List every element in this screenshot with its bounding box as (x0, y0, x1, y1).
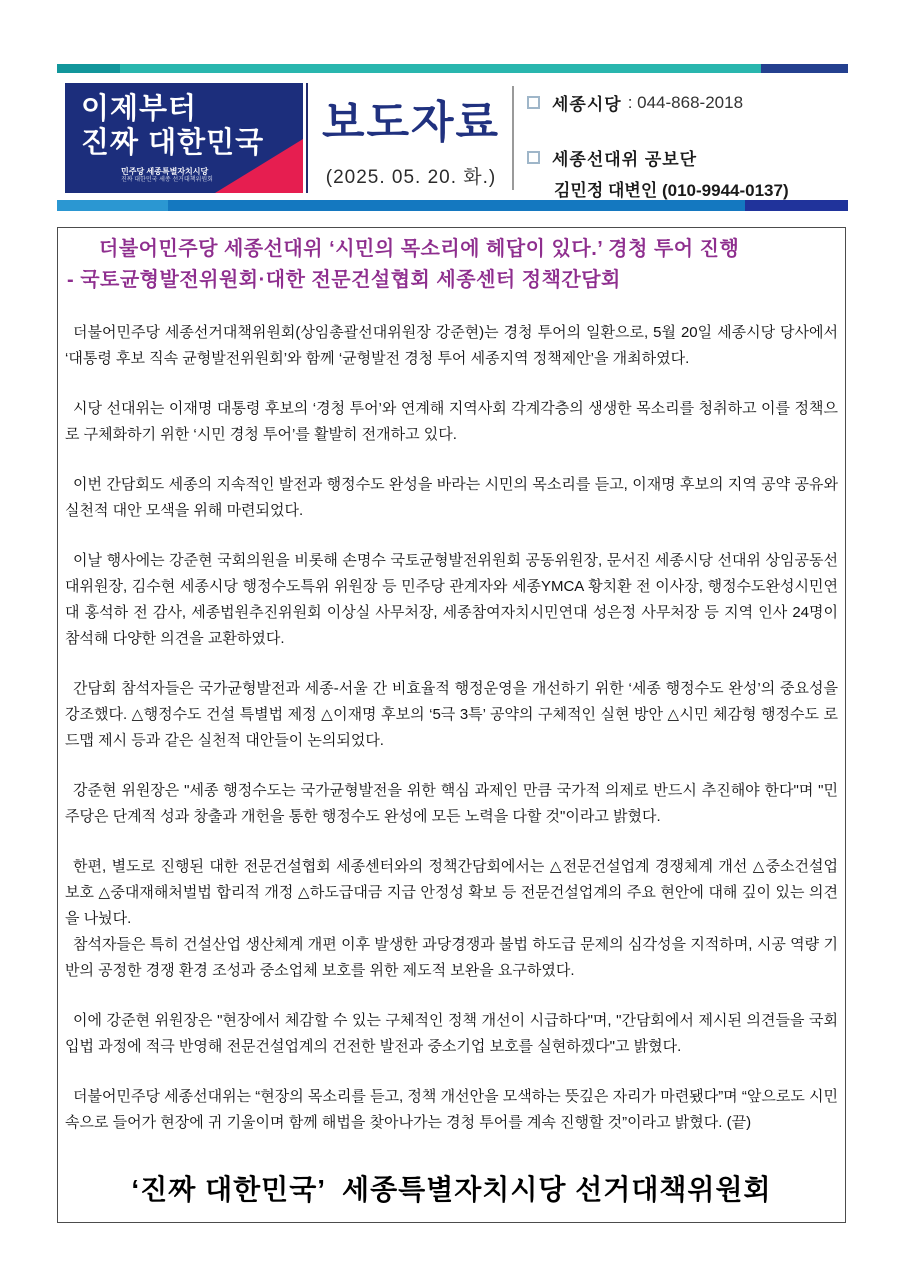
top-bar-segment-navy (761, 64, 848, 73)
article-title-line-1: 더불어민주당 세종선대위 ‘시민의 목소리에 헤답이 있다.’ 경청 투어 진행 (99, 238, 740, 260)
party-slogan-box (65, 83, 303, 193)
party-logo-subtext: 진짜 대한민국 세종 선거대책위원회 (121, 177, 213, 183)
top-bar-segment-dark-teal (57, 64, 120, 73)
party-logo (121, 167, 213, 184)
mid-accent-bar (57, 200, 848, 211)
mid-bar-segment-blue (168, 200, 745, 211)
article-title (65, 234, 838, 296)
contact-info (527, 90, 847, 201)
contact-row-party-office (527, 90, 847, 115)
party-slogan (65, 83, 303, 160)
paragraph: 더불어민주당 세종선대위는 “현장의 목소리를 듣고, 정책 개선안을 모색하는 뜻깊은 자리가 마련됐다”며 “앞으로도 시민 속으로 들어가 현장에 귀 기울이며 함께 해법을 찾아나가는 경청 투어를 계속 진행할 것”이라고 밝혔다. (끝) (65, 1088, 838, 1131)
header-divider-dark (306, 83, 308, 193)
paragraph: 이날 행사에는 강준현 국회의원을 비롯해 손명수 국토균형발전위원회 공동위원장, 문서진 세종시당 선대위 상임공동선대위원장, 김수현 세종시당 행정수도특위 위원장 등 민주당 관계자와 세종YMCA 황치환 전 이사장, 행정수도완성시민연대 홍석하 전 감사, 세종법원추진위원회 이상실 사무처장, 세종참여자치시민연대 성은정 사무처장 등 지역 인사 24명이 참석해 다양한 의견을 교환하였다. (65, 552, 838, 647)
mid-bar-segment-light-blue (57, 200, 168, 211)
article-body-box (57, 227, 846, 1223)
paragraph: 한편, 별도로 진행된 대한 전문건설협회 세종센터와의 정책간담회에서는 △전문건설업계 경쟁체계 개선 △중소건설업 보호 △중대재해처벌법 합리적 개정 △하도급대금 지급 안정성 확보 등 전문건설업계의 주요 현안에 대해 깊이 있는 의견을 나눴다. (65, 858, 838, 927)
paragraph: 참석자들은 특히 건설산업 생산체계 개편 이후 발생한 과당경쟁과 불법 하도급 문제의 심각성을 지적하며, 시공 역량 기반의 공정한 경쟁 환경 조성과 중소업체 보호를 위한 제도적 보완을 요구하였다. (65, 936, 838, 979)
spokesperson-name-phone: 김민정 대변인 (010-9944-0137) (554, 181, 789, 200)
contact-row-press-team (527, 145, 847, 170)
header (57, 82, 848, 200)
document-type-block (311, 82, 511, 189)
contact-phone: : 044-868-2018 (627, 92, 744, 112)
article-title-line-2: - 국토균형발전위원회·대한 전문건설협회 세종센터 정책간담회 (67, 269, 621, 291)
paragraph: 더불어민주당 세종선거대책위원회(상임총괄선대위원장 강준현)는 경청 투어의 일환으로, 5월 20일 세종시당 당사에서 ‘대통령 후보 직속 균형발전위원회’와 함께 ‘균형발전 경청 투어 세종지역 정책제안’을 개최하였다. (65, 324, 838, 367)
mid-bar-segment-navy (745, 200, 848, 211)
paragraph: 이번 간담회도 세종의 지속적인 발전과 행정수도 완성을 바라는 시민의 목소리를 듣고, 이재명 후보의 지역 공약 공유와 실천적 대안 모색을 위해 마련되었다. (65, 476, 838, 519)
paragraph: 이에 강준현 위원장은 "현장에서 체감할 수 있는 구체적인 정책 개선이 시급하다"며, "간담회에서 제시된 의견들을 국회 입법 과정에 적극 반영해 전문건설업계의 건전한 발전과 중소기업 보호를 실현하겠다"고 밝혔다. (65, 1012, 838, 1055)
top-bar-segment-teal (120, 64, 761, 73)
paragraph: 강준현 위원장은 "세종 행정수도는 국가균형발전을 위한 핵심 과제인 만큼 국가적 의제로 반드시 추진해야 한다"며 "민주당은 단계적 성과 창출과 개헌을 통한 행정수도 완성에 모든 노력을 다할 것"이라고 밝혔다. (65, 782, 838, 825)
paragraph: 간담회 참석자들은 국가균형발전과 세종-서울 간 비효율적 행정운영을 개선하기 위한 ‘세종 행정수도 완성’의 중요성을 강조했다. △행정수도 건설 특별법 제정 △이재명 후보의 ‘5극 3특’ 공약의 구체적인 실현 방안 △시민 체감형 행정수도 로드맵 제시 등과 같은 실천적 대안들이 논의되었다. (65, 680, 838, 749)
party-logo-text: 민주당 세종특별자치시당 (121, 167, 209, 176)
header-divider-gray (512, 86, 514, 190)
paragraph: 시당 선대위는 이재명 대통령 후보의 ‘경청 투어’와 연계해 지역사회 각계각층의 생생한 목소리를 청취하고 이를 정책으로 구체화하기 위한 ‘시민 경청 투어’를 활발히 전개하고 있다. (65, 400, 838, 443)
signature-line: ‘진짜 대한민국’ 세종특별자치시당 선거대책위원회 (131, 1174, 772, 1205)
checkbox-icon (527, 96, 540, 109)
document-type-title: 보도자료 (321, 98, 500, 147)
contact-label: 세종선대위 공보단 (552, 150, 698, 169)
contact-row-spokesperson (527, 176, 847, 201)
slogan-line-1: 이제부터 (81, 93, 198, 125)
top-accent-bar (57, 64, 848, 73)
contact-label: 세종시당 (552, 95, 622, 114)
checkbox-icon (527, 151, 540, 164)
slogan-line-2: 진짜 대한민국 (81, 127, 265, 159)
document-date: (2025. 05. 20. 화.) (325, 167, 497, 188)
